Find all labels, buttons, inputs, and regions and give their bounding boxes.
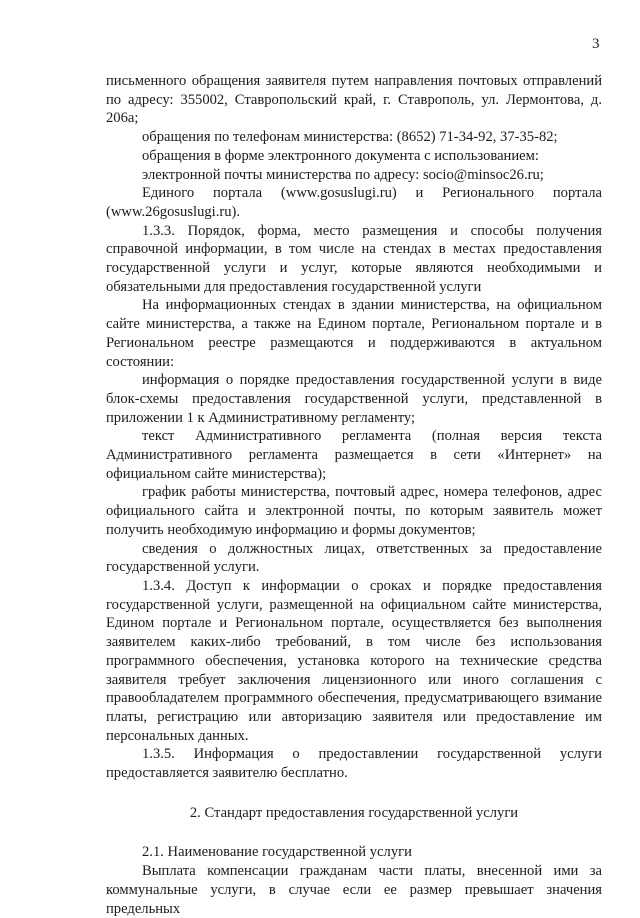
paragraph-info-stands: На информационных стендах в здании министерства, на официальном сайте министерства, а также на Едином портале, Региональном портале и в Региональном реестре размещаются и поддерживаются в актуальном состоянии: [106,297,602,370]
paragraph-1-3-4: 1.3.4. Доступ к информации о сроках и порядке предоставления государственной услуги, размещенной на официальном сайте министерства, Едином портале и Региональном портале, осуществляется без выполнения заявителем каких-либо требований, в том числе без использования программного обеспечения, установка которого на технические средства заявителя требует заключения лицензионного или иного соглашения с правообладателем программного обеспечения, предусматривающего взимание платы, регистрацию или авторизацию заявителя или предоставление им персональных данных. [106,577,602,744]
paragraph-postal-request: письменного обращения заявителя путем направления почтовых отправлений по адресу: 355002, Ставропольский край, г. Ставрополь, ул. Лермонтова, д. 206а; [106,73,602,127]
paragraph-portals: Единого портала (www.gosuslugi.ru) и Регионального портала (www.26gosuslugi.ru). [106,185,602,220]
page-number: 3 [592,36,600,52]
paragraph-phone-request: обращения по телефонам министерства: (8652) 71-34-92, 37-35-82; [142,129,558,146]
paragraph-1-3-5: 1.3.5. Информация о предоставлении государственной услуги предоставляется заявителю бесплатно. [106,746,602,782]
document-body [106,72,602,918]
paragraph-block-scheme: информация о порядке предоставления государственной услуги в виде блок-схемы предоставления государственной услуги, представленной в приложении 1 к Административному регламенту; [106,372,602,426]
paragraph-2-1: 2.1. Наименование государственной услуги [142,844,412,861]
paragraph-email: электронной почты министерства по адресу: socio@minsoc26.ru; [142,166,544,183]
paragraph-1-3-3: 1.3.3. Порядок, форма, место размещения и способы получения справочной информации, в том числе на стендах в местах предоставления государственной услуги и услуг, которые являются необходимыми и обязательными для предоставления государственной услуги [106,222,602,295]
paragraph-work-schedule: график работы министерства, почтовый адрес, номера телефонов, адрес официального сайта и электронной почты, по которым заявитель может получить необходимую информацию и формы документов; [106,484,602,538]
paragraph-regulation-text: текст Административного регламента (полная версия текста Административного регламента размещается в сети «Интернет» на официальном сайте министерства); [106,428,602,482]
paragraph-service-name: Выплата компенсации гражданам части платы, внесенной ими за коммунальные услуги, в случае если ее размер превышает значения предельных [106,863,602,917]
section-heading: 2. Стандарт предоставления государственной услуги [189,804,519,821]
paragraph-electronic-request: обращения в форме электронного документа с использованием: [142,147,539,164]
paragraph-officials: сведения о должностных лицах, ответственных за предоставление государственной услуги. [106,540,602,576]
